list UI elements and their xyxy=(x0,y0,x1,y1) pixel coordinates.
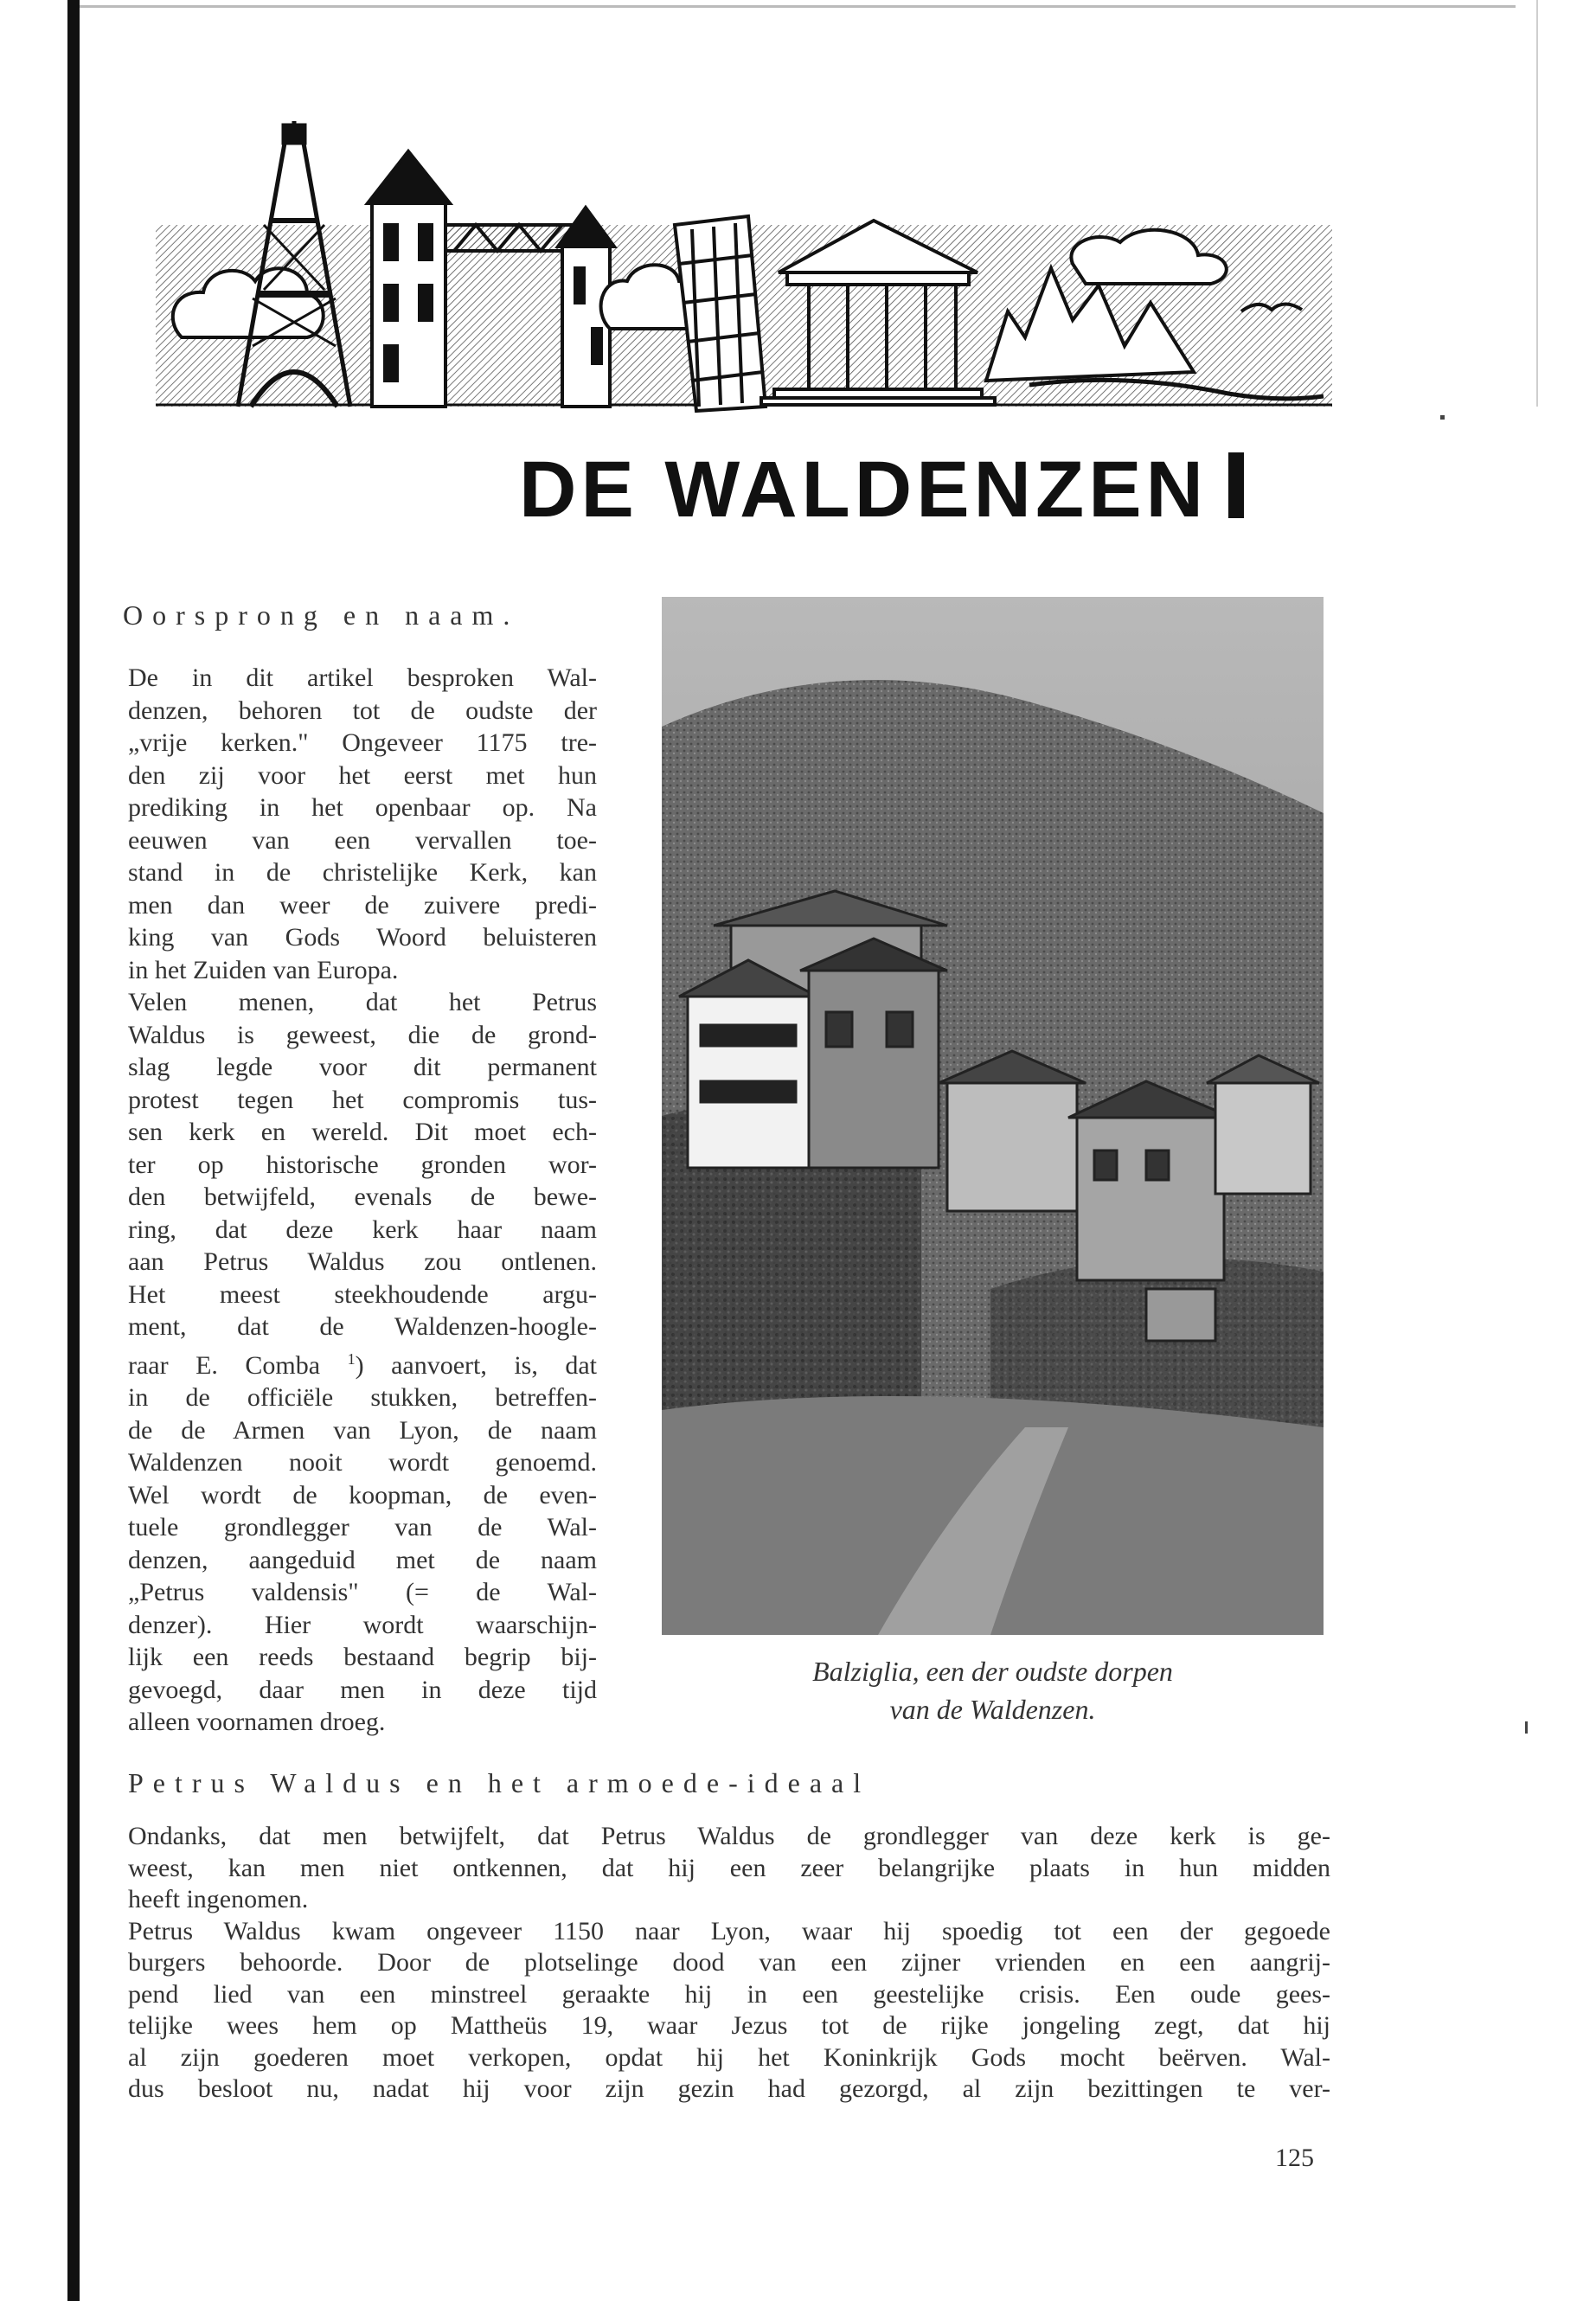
text-line: heeft ingenomen. xyxy=(128,1885,309,1913)
text-line: denzer). Hier wordt waarschijn- xyxy=(128,1610,597,1639)
top-rule xyxy=(80,5,1516,8)
text-line-tail: ) aanvoert, is, dat xyxy=(355,1350,598,1380)
text-line-head: raar E. Comba xyxy=(128,1350,321,1380)
text-line: aan Petrus Waldus zou ontlenen. xyxy=(128,1247,597,1276)
text-line: ter op historische gronden wor- xyxy=(128,1150,597,1179)
text-line: dus besloot nu, nadat hij voor zijn gezin had gezorgd, al zijn bezittingen te ver- xyxy=(128,2074,1330,2103)
section-heading-origin: Oorsprong en naam. xyxy=(123,599,520,631)
text-line: De in dit artikel besproken Wal- xyxy=(128,663,597,692)
text-line: denzen, aangeduid met de naam xyxy=(128,1545,597,1574)
text-line: weest, kan men niet ontkennen, dat hij een zeer belangrijke plaats in hun midden xyxy=(128,1853,1330,1882)
text-line: pend lied van een minstreel geraakte hij in een geestelijke crisis. Een oude gees- xyxy=(128,1979,1330,2009)
text-line: sen kerk en wereld. Dit moet ech- xyxy=(128,1118,597,1146)
text-line: lijk een reeds bestaand begrip bij- xyxy=(128,1643,597,1671)
right-rule xyxy=(1536,0,1538,407)
text-line: Wel wordt de koopman, de even- xyxy=(128,1480,597,1509)
text-line: king van Gods Woord beluisteren xyxy=(128,923,597,952)
scan-speck xyxy=(1440,415,1445,420)
text-line: in het Zuiden van Europa. xyxy=(128,955,399,984)
section-heading-poverty-ideal: Petrus Waldus en het armoede-ideaal xyxy=(128,1767,871,1798)
text-line: Waldus is geweest, die de grond- xyxy=(128,1020,597,1049)
text-line: stand in de christelijke Kerk, kan xyxy=(128,858,597,887)
text-line: slag legde voor dit permanent xyxy=(128,1053,597,1081)
village-photograph xyxy=(662,597,1324,1635)
text-line: Het meest steekhoudende argu- xyxy=(128,1279,597,1309)
text-line: Velen menen, dat het Petrus xyxy=(128,988,597,1016)
text-line: den zij voor het eerst met hun xyxy=(128,760,597,790)
landmarks-banner-illustration xyxy=(156,121,1332,424)
text-line: eeuwen van een vervallen toe- xyxy=(128,825,597,855)
text-line: Ondanks, dat men betwijfelt, dat Petrus Waldus de grondlegger van deze kerk is ge- xyxy=(128,1822,1330,1850)
text-line: de de Armen van Lyon, de naam xyxy=(128,1415,597,1445)
text-line: alleen voornamen droeg. xyxy=(128,1708,386,1736)
text-line: gevoegd, daar men in deze tijd xyxy=(128,1675,597,1704)
text-line-with-footnote xyxy=(128,1343,597,1382)
text-line: al zijn goederen moet verkopen, opdat hij het Koninkrijk Gods mocht beërven. Wal- xyxy=(128,2042,1330,2072)
text-line: tuele grondlegger van de Wal- xyxy=(128,1513,597,1541)
text-line: in de officiële stukken, betreffen- xyxy=(128,1383,597,1412)
text-line: protest tegen het compromis tus- xyxy=(128,1085,597,1114)
text-line: „vrije kerken." Ongeveer 1175 tre- xyxy=(128,728,597,757)
page-edge-shadow xyxy=(67,0,80,2301)
section1-text-column xyxy=(128,662,597,1739)
page-number: 125 xyxy=(1275,2144,1314,2172)
text-line: ring, dat deze kerk haar naam xyxy=(128,1215,597,1244)
section2-text xyxy=(128,1821,1330,2106)
text-line: prediking in het openbaar op. Na xyxy=(128,793,597,822)
article-title: DE WALDENZEN xyxy=(519,450,1332,529)
text-line: ment, dat de Waldenzen-hoogle- xyxy=(128,1312,597,1341)
text-line: burgers behoorde. Door de plotselinge dood van een zijner vrienden en een aangrij- xyxy=(128,1948,1330,1977)
caption-line: Balziglia, een der oudste dorpen xyxy=(812,1656,1173,1687)
text-line: telijke wees hem op Mattheüs 19, waar Jezus tot de rijke jongeling zegt, dat hij xyxy=(128,2011,1330,2040)
footnote-marker: 1 xyxy=(347,1349,356,1368)
text-line: Petrus Waldus kwam ongeveer 1150 naar Lyon, waar hij spoedig tot een der gegoede xyxy=(128,1916,1330,1945)
text-line: denzen, behoren tot de oudste der xyxy=(128,695,597,725)
title-end-bar xyxy=(1228,452,1244,518)
photo-caption xyxy=(662,1652,1324,1728)
text-line: den betwijfeld, evenals de bewe- xyxy=(128,1183,597,1211)
text-line: „Petrus valdensis" (= de Wal- xyxy=(128,1578,597,1606)
scan-speck xyxy=(1525,1721,1528,1734)
caption-line: van de Waldenzen. xyxy=(889,1694,1096,1725)
text-line: men dan weer de zuivere predi- xyxy=(128,890,597,920)
text-line: Waldenzen nooit wordt genoemd. xyxy=(128,1448,597,1477)
